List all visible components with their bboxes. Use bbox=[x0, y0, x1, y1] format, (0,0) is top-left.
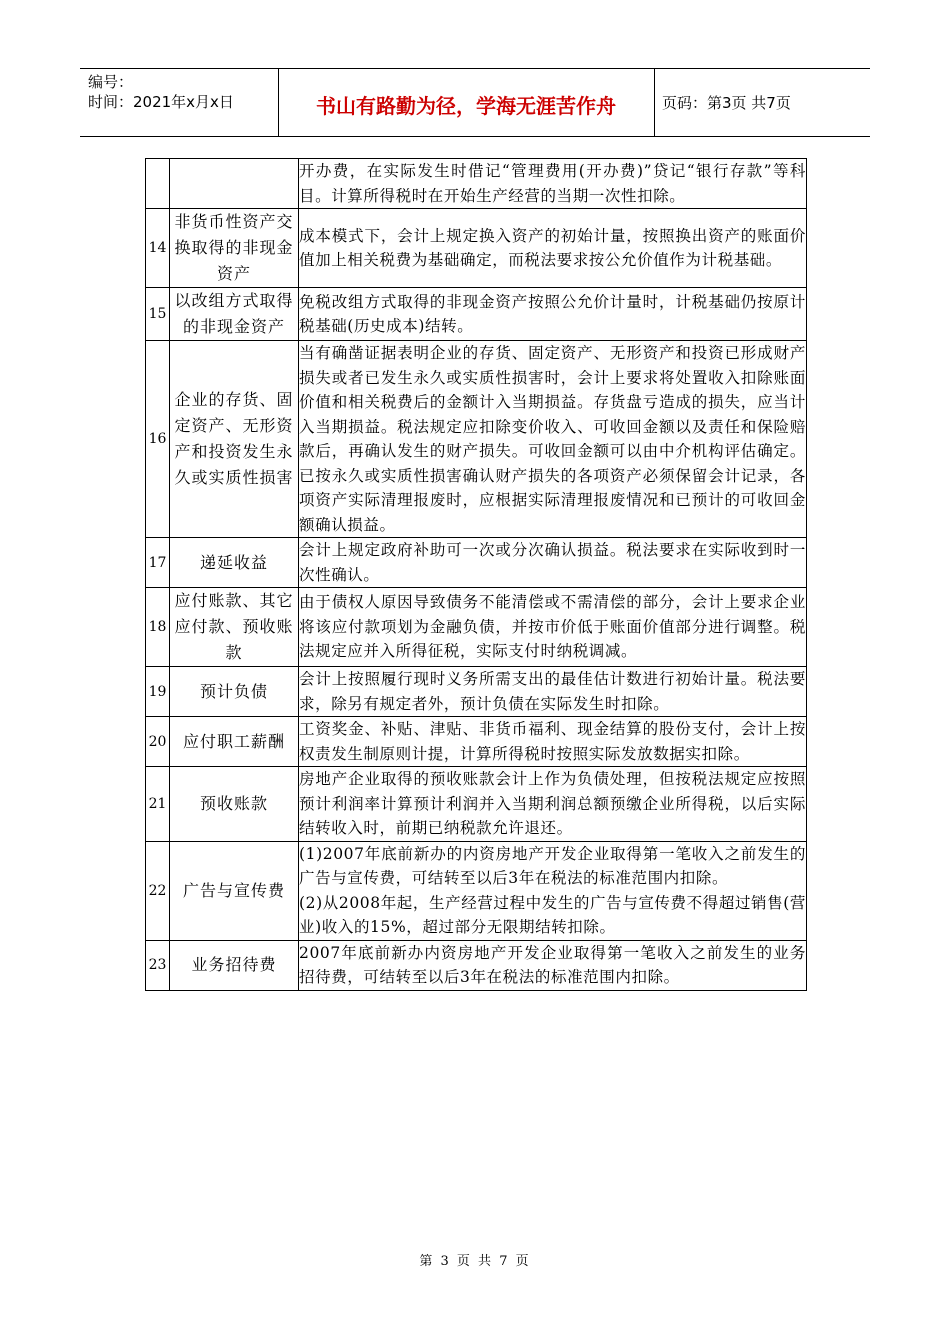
header-bottom-rule bbox=[80, 136, 870, 137]
table-row bbox=[146, 288, 807, 341]
description-paragraph: (1)2007年底前新办的内资房地产开发企业取得第一笔收入之前发生的广告与宣传费，可结转至以后3年在税法的标准范围内扣除。 bbox=[299, 844, 806, 887]
description-paragraph: 房地产企业取得的预收账款会计上作为负债处理，但按税法规定应按照预计利润率计算预计利润并入当期利润总额预缴企业所得税，以后实际结转收入时，前期已纳税款允许退还。 bbox=[299, 770, 806, 837]
table-row bbox=[146, 940, 807, 990]
row-item-name: 广告与宣传费 bbox=[170, 841, 299, 940]
table-row bbox=[146, 538, 807, 588]
description-paragraph: 由于债权人原因导致债务不能清偿或不需清偿的部分，会计上要求企业将该应付款项划为金融负债，并按市价低于账面价值部分进行调整。税法规定应并入所得征税，实际支付时纳税调减。 bbox=[299, 593, 806, 661]
header-divider bbox=[654, 68, 655, 136]
row-number: 20 bbox=[146, 717, 170, 767]
header-meta bbox=[88, 72, 234, 112]
table-row bbox=[146, 841, 807, 940]
row-description bbox=[299, 341, 807, 538]
row-item-name: 企业的存货、固定资产、无形资产和投资发生永久或实质性损害 bbox=[170, 341, 299, 538]
row-number: 23 bbox=[146, 940, 170, 990]
row-description bbox=[299, 717, 807, 767]
page-header bbox=[80, 68, 870, 136]
header-top-rule bbox=[80, 68, 870, 69]
row-number: 16 bbox=[146, 341, 170, 538]
row-item-name: 应付职工薪酬 bbox=[170, 717, 299, 767]
row-item-name: 预计负债 bbox=[170, 667, 299, 717]
row-number bbox=[146, 159, 170, 209]
description-paragraph: 会计上按照履行现时义务所需支出的最佳估计数进行初始计量。税法要求，除另有规定者外，预计负债在实际发生时扣除。 bbox=[299, 670, 806, 713]
table-row bbox=[146, 159, 807, 209]
row-description bbox=[299, 159, 807, 209]
header-motto: 书山有路勤为径，学海无涯苦作舟 bbox=[316, 94, 616, 118]
description-paragraph: 2007年底前新办内资房地产开发企业取得第一笔收入之前发生的业务招待费，可结转至以后3年在税法的标准范围内扣除。 bbox=[299, 943, 806, 986]
tax-difference-table bbox=[145, 158, 807, 991]
description-paragraph: 免税改组方式取得的非现金资产按照公允价计量时，计税基础仍按原计税基础(历史成本)结转。 bbox=[299, 292, 806, 335]
table-row bbox=[146, 717, 807, 767]
row-description bbox=[299, 767, 807, 842]
row-description bbox=[299, 538, 807, 588]
row-description bbox=[299, 288, 807, 341]
row-description bbox=[299, 667, 807, 717]
table-row bbox=[146, 667, 807, 717]
row-description bbox=[299, 940, 807, 990]
description-paragraph: (2)从2008年起，生产经营过程中发生的广告与宣传费不得超过销售(营业)收入的15%，超过部分无限期结转扣除。 bbox=[299, 893, 806, 936]
table-row bbox=[146, 341, 807, 538]
description-paragraph: 开办费，在实际发生时借记“管理费用(开办费)”贷记“银行存款”等科目。计算所得税时在开始生产经营的当期一次性扣除。 bbox=[299, 162, 806, 205]
header-page-info: 页码：第3页 共7页 bbox=[662, 94, 791, 112]
description-paragraph: 成本模式下，会计上规定换入资产的初始计量，按照换出资产的账面价值加上相关税费为基础确定，而税法要求按公允价值作为计税基础。 bbox=[299, 226, 806, 269]
row-number: 21 bbox=[146, 767, 170, 842]
row-item-name: 以改组方式取得的非现金资产 bbox=[170, 288, 299, 341]
row-number: 19 bbox=[146, 667, 170, 717]
row-item-name: 应付账款、其它应付款、预收账款 bbox=[170, 588, 299, 667]
row-item-name: 递延收益 bbox=[170, 538, 299, 588]
document-number-label: 编号： bbox=[88, 73, 134, 91]
table-row bbox=[146, 767, 807, 842]
document-date-label: 时间：2021年x月x日 bbox=[88, 93, 234, 111]
description-paragraph: 会计上规定政府补助可一次或分次确认损益。税法要求在实际收到时一次性确认。 bbox=[299, 541, 806, 584]
row-number: 18 bbox=[146, 588, 170, 667]
row-item-name: 非货币性资产交换取得的非现金资产 bbox=[170, 209, 299, 288]
table-row bbox=[146, 209, 807, 288]
row-description bbox=[299, 209, 807, 288]
row-item-name: 业务招待费 bbox=[170, 940, 299, 990]
row-item-name bbox=[170, 159, 299, 209]
table-row bbox=[146, 588, 807, 667]
description-paragraph: 工资奖金、补贴、津贴、非货币福利、现金结算的股份支付，会计上按权责发生制原则计提，计算所得税时按照实际发放数据实扣除。 bbox=[299, 720, 806, 763]
row-item-name: 预收账款 bbox=[170, 767, 299, 842]
row-number: 15 bbox=[146, 288, 170, 341]
row-description bbox=[299, 588, 807, 667]
row-number: 17 bbox=[146, 538, 170, 588]
description-paragraph: 当有确凿证据表明企业的存货、固定资产、无形资产和投资已形成财产损失或者已发生永久或实质性损害时，会计上要求将处置收入扣除账面价值和相关税费后的金额计入当期损益。存货盘亏造成的损失，应当计入当期损益。税法规定应扣除变价收入、可收回金额以及责任和保险赔款后，再确认发生的财产损失。可收回金额可以由中介机构评估确定。已按永久或实质性损害确认财产损失的各项资产必须保留会计记录，各项资产实际清理报废时，应根据实际清理报废情况和已预计的可收回金额确认损益。 bbox=[299, 344, 806, 534]
row-number: 14 bbox=[146, 209, 170, 288]
page-footer: 第 3 页 共 7 页 bbox=[419, 1254, 531, 1269]
row-description bbox=[299, 841, 807, 940]
row-number: 22 bbox=[146, 841, 170, 940]
